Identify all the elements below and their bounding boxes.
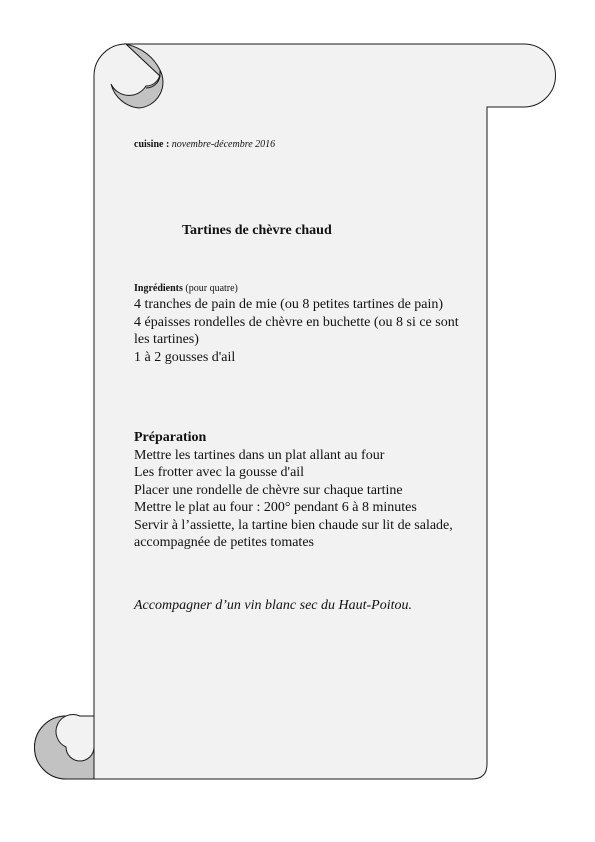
- preparation-step: Les frotter avec la gousse d'ail: [134, 465, 305, 480]
- preparation-step: Mettre les tartines dans un plat allant au four: [134, 447, 385, 463]
- ingredients-heading: Ingrédients: [134, 283, 183, 294]
- ingredient-item: 4 épaisses rondelles de chèvre en buchette (ou 8 si ce sont les tartines): [134, 314, 459, 347]
- issue-date: novembre-décembre 2016: [171, 139, 276, 150]
- recipe-title: Tartines de chèvre chaud: [182, 223, 332, 238]
- servings-note: (pour quatre): [185, 283, 238, 294]
- ingredient-item: 1 à 2 gousses d'ail: [134, 349, 236, 365]
- header-block: [134, 138, 479, 151]
- preparation-step: Placer une rondelle de chèvre sur chaque tartine: [134, 482, 403, 498]
- preparation-step: Mettre le plat au four : 200° pendant 6 à 8 minutes: [134, 500, 417, 515]
- ingredient-item: 4 tranches de pain de mie (ou 8 petites tartines de pain): [134, 297, 444, 312]
- issue-line: [134, 138, 479, 151]
- preparation-step: Servir à l’assiette, la tartine bien chaude sur lit de salade, accompagnée de petites tomates: [134, 517, 453, 550]
- section-label: cuisine :: [134, 139, 170, 150]
- preparation-section: [134, 429, 479, 552]
- ingredients-section: [134, 283, 474, 366]
- wine-pairing: Accompagner d’un vin blanc sec du Haut-Poitou.: [134, 598, 412, 613]
- scroll-body: [35, 44, 556, 779]
- preparation-heading: Préparation: [134, 430, 207, 445]
- ingredients-heading-line: [134, 283, 474, 295]
